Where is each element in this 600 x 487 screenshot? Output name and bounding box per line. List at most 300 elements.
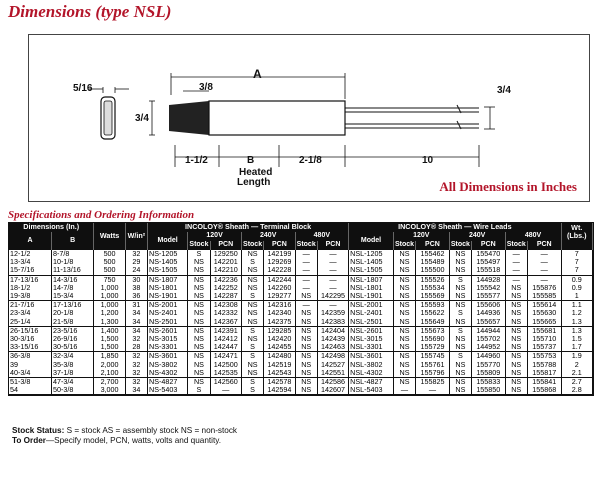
table-cell: 155649 [416, 318, 450, 327]
table-cell: 2,000 [94, 361, 125, 369]
table-cell: 500 [94, 250, 125, 258]
table-cell: 129250 [210, 250, 241, 258]
header-watts: Watts [94, 223, 125, 250]
table-cell: 155788 [527, 361, 561, 369]
dimensions-note: All Dimensions in Inches [439, 179, 577, 194]
table-cell: 155702 [472, 335, 506, 343]
table-cell: 19-3/8 [9, 292, 51, 301]
table-cell: 750 [94, 275, 125, 284]
table-cell: 155850 [472, 386, 506, 395]
table-cell: NS [393, 301, 415, 310]
table-cell: 1.3 [561, 318, 592, 327]
table-cell: 3,000 [94, 386, 125, 395]
table-cell: NS-1801 [148, 284, 188, 292]
to-order-label: To Order [12, 436, 46, 445]
table-cell: NS [449, 378, 471, 387]
table-cell: S [241, 386, 263, 395]
table-cell: NS [241, 335, 263, 343]
table-cell: NS [393, 266, 415, 275]
table-cell: 142535 [210, 369, 241, 378]
table-cell: NS-1505 [148, 266, 188, 275]
table-cell: NS [505, 326, 527, 335]
table-cell: NS-4302 [148, 369, 188, 378]
table-cell: 32-3/4 [51, 352, 93, 361]
table-cell: 2.1 [561, 369, 592, 378]
table-cell: NS [295, 292, 317, 301]
table-cell: 155470 [472, 250, 506, 258]
header-120v-terminal: 120V [188, 232, 242, 241]
table-cell: 26-9/16 [51, 335, 93, 343]
table-cell: 155745 [416, 352, 450, 361]
table-cell: NS [393, 326, 415, 335]
table-cell: NS [393, 275, 415, 284]
table-cell: 142308 [210, 301, 241, 310]
table-cell: NS [188, 369, 210, 378]
table-cell: 30-5/16 [51, 343, 93, 352]
table-cell: 155841 [527, 378, 561, 387]
table-cell: NS-1901 [148, 292, 188, 301]
table-cell: 142519 [264, 361, 295, 369]
table-cell: 54 [9, 386, 51, 395]
table-cell: NS [393, 309, 415, 317]
table-cell: 142404 [317, 326, 348, 335]
table-cell: NS [188, 258, 210, 266]
table-cell: 31 [125, 301, 147, 310]
table-cell: S [241, 343, 263, 352]
table-cell: NSL-4302 [349, 369, 394, 378]
table-cell: 8-7/8 [51, 250, 93, 258]
table-cell: 142560 [210, 378, 241, 387]
table-cell: — [295, 301, 317, 310]
table-cell: 47-3/4 [51, 378, 93, 387]
table-cell: 155868 [527, 386, 561, 395]
table-cell: NS [393, 378, 415, 387]
table-cell: 142420 [264, 335, 295, 343]
table-cell: 142316 [264, 301, 295, 310]
table-cell: 14-3/16 [51, 275, 93, 284]
table-cell: NS [393, 335, 415, 343]
table-cell: NS-3015 [148, 335, 188, 343]
table-cell: NSL-3601 [349, 352, 394, 361]
table-cell: NS [449, 266, 471, 275]
table-cell: NS [188, 275, 210, 284]
table-cell: — [505, 250, 527, 258]
notes [12, 426, 237, 446]
table-cell: NSL-2601 [349, 326, 394, 335]
table-cell: — [317, 284, 348, 292]
table-cell: 142500 [210, 361, 241, 369]
table-cell: NS [393, 352, 415, 361]
table-cell: 0.9 [561, 275, 592, 284]
table-cell: NS [505, 352, 527, 361]
table-cell: 21-5/8 [51, 318, 93, 327]
dim-a: A [253, 67, 262, 81]
table-cell: 144960 [472, 352, 506, 361]
table-cell: NS [449, 335, 471, 343]
table-cell: — [416, 386, 450, 395]
table-cell: 129269 [264, 258, 295, 266]
header-terminal-block: INCOLOY® Sheath — Terminal Block [148, 223, 349, 232]
table-cell: 32 [125, 378, 147, 387]
table-cell: NS [295, 352, 317, 361]
table-cell: 155876 [527, 284, 561, 292]
table-cell: 2,100 [94, 369, 125, 378]
table-cell: 155518 [472, 266, 506, 275]
table-cell: 7 [561, 266, 592, 275]
table-cell: NS [188, 326, 210, 335]
table-cell: 34 [125, 309, 147, 317]
header-dimensions: Dimensions (In.) [9, 223, 94, 232]
table-cell: NS [393, 369, 415, 378]
table-cell: NSL-3015 [349, 335, 394, 343]
table-cell: NSL-1807 [349, 275, 394, 284]
table-cell: S [449, 275, 471, 284]
table-cell: NS [295, 309, 317, 317]
table-cell: NS-2001 [148, 301, 188, 310]
header-model-terminal: Model [148, 232, 188, 250]
dimension-drawing [28, 34, 590, 202]
table-cell: S [241, 292, 263, 301]
table-cell: 23-5/16 [51, 326, 93, 335]
table-cell: NS [449, 258, 471, 266]
table-cell: NS [188, 266, 210, 275]
table-cell: 20-1/8 [51, 309, 93, 317]
table-cell: NS [188, 335, 210, 343]
table-cell: 1.5 [561, 335, 592, 343]
table-cell: NS [241, 361, 263, 369]
table-cell: 155497 [472, 258, 506, 266]
table-cell: NS [241, 369, 263, 378]
table-cell: NS [449, 386, 471, 395]
table-cell: S [188, 250, 210, 258]
table-cell: 142543 [264, 369, 295, 378]
table-cell: NS-3301 [148, 343, 188, 352]
table-cell: NS [295, 361, 317, 369]
table-cell: 1,300 [94, 318, 125, 327]
table-cell: 1 [561, 292, 592, 301]
table-cell: — [317, 258, 348, 266]
table-cell: NSL-1505 [349, 266, 394, 275]
table-cell: 1.7 [561, 343, 592, 352]
table-cell: 142210 [210, 266, 241, 275]
table-cell: NS [295, 335, 317, 343]
dim-5-16: 5/16 [73, 83, 93, 94]
table-cell: 2,700 [94, 378, 125, 387]
table-cell: S [449, 326, 471, 335]
table-cell: 2.8 [561, 386, 592, 395]
table-cell: 1,500 [94, 335, 125, 343]
table-cell: NS [241, 309, 263, 317]
table-cell: 26-15/16 [9, 326, 51, 335]
header-model-wire: Model [349, 232, 394, 250]
dim-3-4-left: 3/4 [135, 113, 149, 124]
table-cell: 144944 [472, 326, 506, 335]
table-cell: 155825 [416, 378, 450, 387]
table-row [9, 250, 593, 258]
table-cell: — [295, 258, 317, 266]
table-cell: NS [449, 301, 471, 310]
table-cell: 155690 [416, 335, 450, 343]
table-cell: 155500 [416, 266, 450, 275]
table-cell: 51-3/8 [9, 378, 51, 387]
table-cell: 155569 [416, 292, 450, 301]
length-label: Length [237, 177, 271, 188]
table-cell: 142391 [210, 326, 241, 335]
table-cell: NSL-3802 [349, 361, 394, 369]
table-cell: 142463 [317, 343, 348, 352]
table-cell: NS [188, 309, 210, 317]
table-cell: NS [505, 318, 527, 327]
table-cell: 155462 [416, 250, 450, 258]
table-cell: 144928 [472, 275, 506, 284]
table-cell: 155606 [472, 301, 506, 310]
heater-diagram [29, 35, 589, 201]
table-cell: 32 [125, 250, 147, 258]
table-cell: 142439 [317, 335, 348, 343]
table-cell: NS [295, 386, 317, 395]
table-cell: 37-1/8 [51, 369, 93, 378]
table-cell: 1,000 [94, 284, 125, 292]
table-cell: 142359 [317, 309, 348, 317]
table-cell: 155534 [416, 284, 450, 292]
table-cell: 28 [125, 343, 147, 352]
header-wire-leads: INCOLOY® Sheath — Wire Leads [349, 223, 561, 232]
table-cell: NS [188, 292, 210, 301]
table-cell: NS [393, 284, 415, 292]
table-cell: NS [393, 318, 415, 327]
table-cell: 21-7/16 [9, 301, 51, 310]
table-cell: NS [505, 361, 527, 369]
table-cell: 500 [94, 258, 125, 266]
table-cell: 29 [125, 258, 147, 266]
dim-3-4-right: 3/4 [497, 85, 511, 96]
table-cell: NS-2601 [148, 326, 188, 335]
table-cell: 155526 [416, 275, 450, 284]
table-cell: 36 [125, 292, 147, 301]
table-row [9, 335, 593, 343]
table-cell: NS [505, 335, 527, 343]
table-cell: NS [188, 343, 210, 352]
table-cell: NS [505, 343, 527, 352]
table-cell: 142471 [210, 352, 241, 361]
table-cell: 10-1/8 [51, 258, 93, 266]
table-cell: NS-1405 [148, 258, 188, 266]
table-cell: S [241, 258, 263, 266]
table-cell: S [449, 309, 471, 317]
table-cell: 142199 [264, 250, 295, 258]
to-order-text: —Specify model, PCN, watts, volts and quantity. [45, 436, 222, 445]
table-cell: 35-3/8 [51, 361, 93, 369]
table-cell: 155585 [527, 292, 561, 301]
header-wm2: W/in² [125, 223, 147, 250]
table-cell: — [527, 258, 561, 266]
table-cell: 14-7/8 [51, 284, 93, 292]
table-cell: 7 [561, 258, 592, 266]
table-cell: — [317, 266, 348, 275]
table-cell: 1,000 [94, 301, 125, 310]
table-cell: 12-1/2 [9, 250, 51, 258]
table-cell: 142367 [210, 318, 241, 327]
table-cell: 142252 [210, 284, 241, 292]
table-cell: — [295, 266, 317, 275]
table-cell: NSL-2001 [349, 301, 394, 310]
table-cell: 155489 [416, 258, 450, 266]
table-cell: 155622 [416, 309, 450, 317]
table-cell: 1.2 [561, 309, 592, 317]
table-cell: 142201 [210, 258, 241, 266]
header-a: A [9, 232, 51, 250]
header-240v-terminal: 240V [241, 232, 295, 241]
table-cell: 32 [125, 369, 147, 378]
table-cell: NSL-1205 [349, 250, 394, 258]
dim-b: B [247, 155, 255, 166]
table-cell: 2 [561, 361, 592, 369]
header-weight: Wt. (Lbs.) [561, 223, 592, 241]
table-cell: NS [241, 266, 263, 275]
header-240v-wire: 240V [449, 232, 505, 241]
table-cell: 155809 [472, 369, 506, 378]
table-cell: — [210, 386, 241, 395]
table-cell: 142551 [317, 369, 348, 378]
table-cell: NS [295, 326, 317, 335]
table-cell: 13-3/4 [9, 258, 51, 266]
table-cell: — [317, 250, 348, 258]
table-cell: 36-3/8 [9, 352, 51, 361]
table-cell: 142287 [210, 292, 241, 301]
table-cell: NS [241, 301, 263, 310]
table-row [9, 275, 593, 284]
table-cell: 155833 [472, 378, 506, 387]
table-cell: 32 [125, 335, 147, 343]
table-cell: NS [295, 369, 317, 378]
table-cell: 15-7/16 [9, 266, 51, 275]
header-b: B [51, 232, 93, 250]
table-row [9, 266, 593, 275]
table-cell: 2.7 [561, 378, 592, 387]
stock-status-text: S = stock AS = assembly stock NS = non-stock [66, 426, 238, 435]
table-cell: 144936 [472, 309, 506, 317]
table-cell: 142375 [264, 318, 295, 327]
table-cell: 1,000 [94, 292, 125, 301]
table-cell: S [241, 378, 263, 387]
table-cell: — [295, 275, 317, 284]
table-cell: 155817 [527, 369, 561, 378]
table-row [9, 284, 593, 292]
table-cell: NS [393, 258, 415, 266]
dim-2-1-8: 2-1/8 [299, 155, 322, 166]
dim-3-8: 3/8 [199, 82, 213, 93]
dim-1-1-2: 1-1/2 [185, 155, 208, 166]
table-cell: NSL-1901 [349, 292, 394, 301]
table-cell: NSL-1405 [349, 258, 394, 266]
table-cell: NS [505, 386, 527, 395]
table-cell: 1,500 [94, 343, 125, 352]
table-row [9, 378, 593, 387]
table-cell: NS [393, 343, 415, 352]
table-row [9, 343, 593, 352]
table-cell: NS [449, 250, 471, 258]
table-cell: — [505, 266, 527, 275]
table-cell: 33-15/16 [9, 343, 51, 352]
table-cell: 142480 [264, 352, 295, 361]
table-cell: — [527, 250, 561, 258]
table-cell: — [527, 275, 561, 284]
table-cell: NSL-3301 [349, 343, 394, 352]
stock-status-label: Stock Status: [12, 426, 65, 435]
table-cell: — [505, 258, 527, 266]
table-cell: 155796 [416, 369, 450, 378]
table-cell: 155542 [472, 284, 506, 292]
table-cell: NS-5403 [148, 386, 188, 395]
table-cell: 155614 [527, 301, 561, 310]
table-cell: 500 [94, 266, 125, 275]
table-cell: 129277 [264, 292, 295, 301]
table-row [9, 352, 593, 361]
table-cell: — [317, 301, 348, 310]
table-row [9, 258, 593, 266]
table-cell: 144952 [472, 343, 506, 352]
header-480v-wire: 480V [505, 232, 561, 241]
table-cell: 155673 [416, 326, 450, 335]
table-cell: 24 [125, 266, 147, 275]
table-cell: 142228 [264, 266, 295, 275]
table-cell: 142498 [317, 352, 348, 361]
table-cell: S [241, 326, 263, 335]
table-cell: NS [241, 284, 263, 292]
table-cell: 1.9 [561, 352, 592, 361]
table-cell: 142594 [264, 386, 295, 395]
table-cell: NS [188, 352, 210, 361]
table-cell: 1.3 [561, 326, 592, 335]
table-row [9, 386, 593, 395]
table-cell: NS [241, 275, 263, 284]
table-cell: NS [505, 284, 527, 292]
table-cell: NS [188, 301, 210, 310]
table-cell: 18-1/2 [9, 284, 51, 292]
table-cell: 142412 [210, 335, 241, 343]
table-cell: — [295, 284, 317, 292]
table-cell: 142607 [317, 386, 348, 395]
table-cell: NS [188, 284, 210, 292]
table-cell: 23-3/4 [9, 309, 51, 317]
table-cell: NS [449, 343, 471, 352]
table-cell: 50-3/8 [51, 386, 93, 395]
table-row [9, 326, 593, 335]
table-cell: 7 [561, 250, 592, 258]
table-cell: NS-1807 [148, 275, 188, 284]
table-row [9, 318, 593, 327]
table-cell: 15-3/4 [51, 292, 93, 301]
table-cell: NS [188, 361, 210, 369]
table-cell: NS-3601 [148, 352, 188, 361]
table-cell: 1,200 [94, 309, 125, 317]
table-cell: 155729 [416, 343, 450, 352]
table-cell: 30-3/16 [9, 335, 51, 343]
table-cell: 142578 [264, 378, 295, 387]
table-cell: S [241, 352, 263, 361]
table-cell: 11-13/16 [51, 266, 93, 275]
table-cell: NS-4827 [148, 378, 188, 387]
table-cell: 142295 [317, 292, 348, 301]
table-cell: NS [188, 318, 210, 327]
table-cell: 142383 [317, 318, 348, 327]
table-cell: 39 [9, 361, 51, 369]
table-cell: 25-1/4 [9, 318, 51, 327]
table-cell: NS [188, 378, 210, 387]
table-cell: NS [295, 343, 317, 352]
table-cell: 142332 [210, 309, 241, 317]
table-cell: 32 [125, 361, 147, 369]
